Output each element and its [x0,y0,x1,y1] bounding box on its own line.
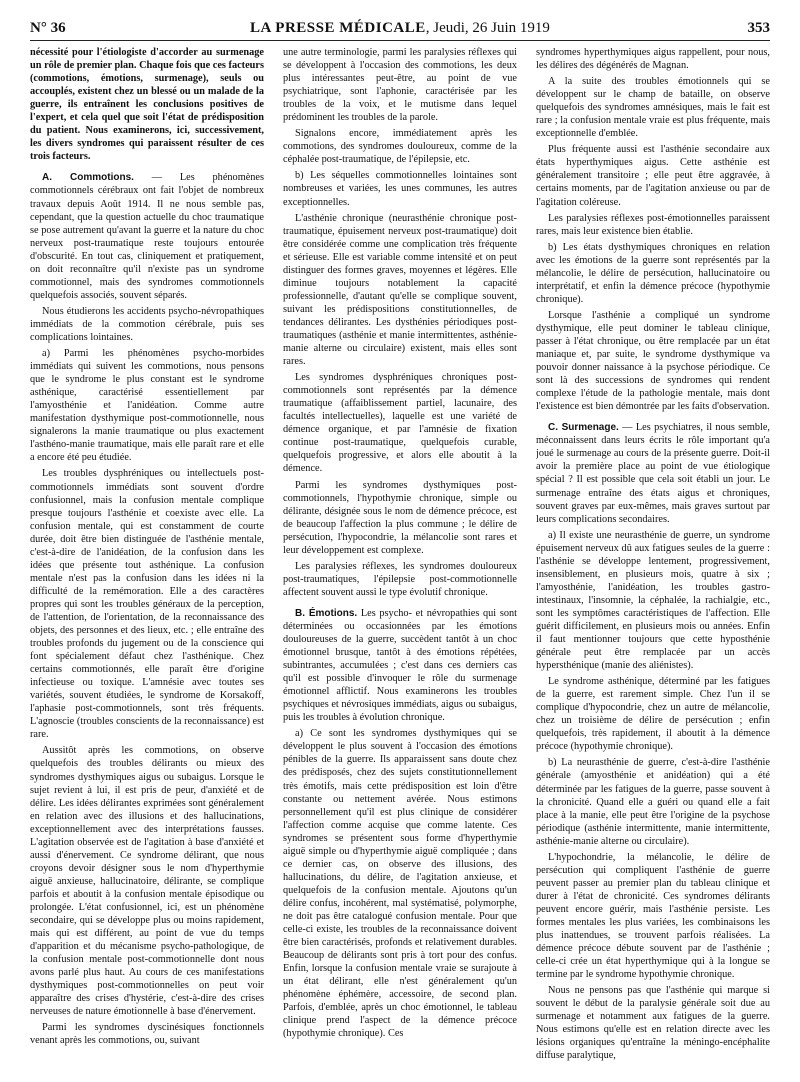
section-commotions [30,171,264,301]
paragraph: b) Les états dysthymiques chroniques en relation avec les émotions de la guerre sont représentés par la mélancolie, le délire de persécution, hallucinatoire ou interprétatif, et enfin la démence précoce (hypothymie chronique). [536,241,770,305]
paragraph: Les paralysies réflexes, les syndromes douloureux post-traumatiques, l'épilepsie post-commotionnelle affectent souvent aussi le type évolutif chronique. [283,560,517,598]
paragraph: une autre terminologie, parmi les paralysies réflexes qui se développent à l'occasion des commotions, les deux plus intéressantes peut-être, au point de vue psychiatrique, sont l'aphonie, caractérisée par les troubles de la voix, et le mutisme dans lequel prédominent les troubles de la parole. [283,47,517,124]
column-middle [283,46,517,1076]
section-title: B. Émotions. [295,607,358,619]
paragraph: Parmi les syndromes dyscinésiques fonctionnels venant après les commotions, ou, suivant [30,1022,264,1047]
paragraph: b) Les séquelles commotionnelles lointaines sont nombreuses et variées, les unes communes, les autres exceptionnelles. [283,170,517,208]
paragraph: Les syndromes dysphréniques chroniques post-commotionnels sont représentés par la démence traumatique (affaiblissement partiel, lacunaire, des facultés intellectuelles), laquelle est une variété de démence organique, et par l'amnésie de fixation continue post-traumatique, quelquefois curable, quelquefois progressive, et alors elle aboutit à la démence. [283,372,517,475]
paragraph: Nous étudierons les accidents psycho-névropathiques immédiats de la commotion cérébrale, puis ses complications lointaines. [30,305,264,343]
paragraph: Signalons encore, immédiatement après les commotions, des syndromes douloureux, comme de la céphalée post-traumatique, de l'épilepsie, etc. [283,128,517,166]
header-rule [30,40,770,41]
paragraph: nécessité pour l'étiologiste d'accorder au surmenage un rôle de premier plan. Chaque fois que ces facteurs (commotions, émotions, surmenage), seuls ou accouplés, existent chez un blessé ou un malade de la guerre, ils entraînent les conclusions positives de l'expert, et cela quel que soit l'état de prédisposition du patient. Nous examinerons, ici, successivement, les divers syndromes qui paraissent résulter de ces trois facteurs. [30,47,264,163]
paragraph: Lorsque l'asthénie a compliqué un syndrome dysthymique, elle peut dominer le tableau clinique, passer à l'état chronique, ou être remplacée par un état maniaque et, par suite, le syndrome dysthymique va pouvoir donner naissance à la psychose périodique. Ce sont là des successions de syndromes qui rendent complexe l'étude de la pathologie mentale, mais dont l'existence est bien démontrée par les faits d'observation. [536,309,770,413]
paragraph: b) La neurasthénie de guerre, c'est-à-dire l'asthénie générale (amyosthénie et anidéation) qui a été déterminée par les fatigues de la guerre, passe souvent à la chronicité. Quand elle a guéri ou quand elle a fait place à la manie, elle peut être l'origine de la psychose périodique (asthénie intermittente, manie intermittente, asthénie-manie alterne ou circulaire). [536,757,770,847]
paragraph: a) Ce sont les syndromes dysthymiques qui se développent le plus souvent à l'occasion des émotions pénibles de la guerre. Ils apparaissent sans doute chez des prédisposés, chez des sujets constitutionnellement très émotifs, mais cette prédisposition est loin d'être constante ou nettement avérée. Nous estimons personnellement qu'il est plus clinique de considérer l'affection comme acquise que comme latente. Ces syndromes se présentent sous forme d'hyperthymie aiguë simple ou d'hyperthymie aiguë compliquée ; dans ce dernier cas, on observe des illusions, des hallucinations, du délire, de l'agitation anxieuse, et quelquefois de la confusion mentale. Ajoutons qu'un délire confus, incohérent, mal systématisé, polymorphe, ne doit pas être catalogué confusion mentale. Pour que celle-ci existe, les troubles de la reconnaissance doivent être bien caractérisés, profonds et relativement durables. Beaucoup de délirants sont pris à tort pour des confus. Enfin, lorsque la confusion mentale vraie se surajoute à un état délirant, elle n'est généralement qu'un phénomène éphémère, accessoire, de second plan. Parfois, d'emblée, après un choc émotionnel, le tableau clinique prend l'aspect de la démence précoce (hypothymie chronique). Ces [283,728,517,1040]
section-text: Les psycho- et névropathies qui sont déterminées ou occasionnées par les émotions douloureuses de la guerre, succèdent tantôt à un choc émotionnel brusque, tantôt à des émotions répétées, subintrantes, accumulées ; c'est dans ces derniers cas qu'il est possible d'invoquer le rôle du surmenage émotionnel afflictif. Nous examinerons les troubles psychiques et névrosiques immédiats, aigus ou subaigus, puis les troubles à évolution chronique. [283,607,517,724]
paragraph: L'asthénie chronique (neurasthénie chronique post-traumatique, épuisement nerveux post-traumatique) doit être considérée comme une complication très fréquente et sérieuse. Elle est variable comme intensité et on peut distinguer des formes graves, moyennes et légères. Elle diminue toujours notablement la capacité professionnelle, d'autant qu'elle se complique souvent, suivant les prédispositions constitutionnelles, de tendances délirantes. Les dysthénies périodiques post-traumatiques (asthénie et manie intermittentes, asthénie-manie alterne ou circulaire) existent, mais elles sont rares. [283,212,517,368]
paragraph: Aussitôt après les commotions, on observe quelquefois des troubles délirants ou mieux des syndromes dysthymiques aigus ou subaigus. Lorsque le sujet revient à lui, il est pris de peur, d'anxiété et de délire. Les idées délirantes exprimées sont généralement en relation avec des illusions et des hallucinations, exceptionnellement avec des interprétations fausses. L'agitation observée est de l'agitation à base d'anxiété et aussi d'énervement. Ce syndrome délirant, que nous croyons devoir désigner sous le nom d'hyperthymie aiguë anxieuse, hallucinatoire, délirante, se complique parfois et aboutit à la confusion mentale épisodique ou prolongée. L'état confusionnel, ici, est un phénomène secondaire, qui se développe plus ou moins rapidement, mais qui est différent, au point de vue du temps d'apparition et du mécanisme psycho-pathologique, de la confusion mentale post-commotionnelle dont nous avons parlé plus haut. Au cours de ces manifestations dysthymiques post-commotionnelles on peut voir apparaître des crises d'hystérie, c'est-à-dire des crises nerveuses de nature émotionnelle à base d'énervement. [30,745,264,1018]
paragraph: Parmi les syndromes dysthymiques post-commotionnels, l'hypothymie chronique, simple ou délirante, désignée sous le nom de démence précoce, est de beaucoup l'affection la plus commune ; le délire de persécution, l'hypocondrie, la mélancolie sont rares et leur développement est complexe. [283,479,517,556]
page-number: 353 [747,20,770,36]
column-right [536,46,770,1076]
paragraph: Plus fréquente aussi est l'asthénie secondaire aux états hyperthymiques aigus. Cette asthénie est généralement transitoire ; elle peut être aggravée, à certains moments, par de l'agitation anxieuse ou par de l'agitation coléreuse. [536,144,770,208]
issue-number: N° 36 [30,20,66,36]
paragraph: syndromes hyperthymiques aigus rappellent, pour nous, les délires des dégénérés de Magnan. [536,47,770,72]
running-title [30,20,770,37]
publication-name: LA PRESSE MÉDICALE [250,20,426,36]
section-title: C. Surmenage. [548,422,619,434]
section-text: — Les psychiatres, il nous semble, méconnaissent dans leurs écrits le rôle important qu'a joué le surmenage au cours de la présente guerre. Doit-il avoir la première place au point de vue étiologique spécial ? Il est possible que cela soit établi un jour. Le surmenage entraîne des états aigus et chroniques, souvent graves par eux-mêmes, mais graves surtout par leurs complications secondaires. [536,422,770,525]
section-emotions [283,607,517,724]
issue-date: , Jeudi, 26 Juin 1919 [425,20,550,36]
paragraph: A la suite des troubles émotionnels qui se développent sur le champ de bataille, on observe quelquefois des syndromes amnésiques, mais le fait est rare ; la confusion mentale vraie est plus fréquente, mais exceptionnelle d'emblée. [536,76,770,140]
paragraph: Le syndrome asthénique, déterminé par les fatigues de la guerre, est rarement simple. Chez l'un il se complique d'hypocondrie, chez un autre de mélancolie, chez un troisième de délire de persécution ; enfin quelquefois, très rapidement, il aboutit à la démence précoce (hypothymie chronique). [536,676,770,753]
paragraph: L'hypochondrie, la mélancolie, le délire de persécution qui compliquent l'asthénie de guerre peuvent passer au premier plan du tableau clinique et durer à l'état de chronicité. Ces syndromes délirants peuvent encore guérir, mais l'asthénie persiste. Les formes mentales les plus variées, les combinaisons les plus inattendues, se trouvent parfois réalisées. La démence précoce débute souvent par de l'asthénie ; celle-ci crée un état hyperthymique qui à la longue se termine par le syndrome hypothymie chronique. [536,851,770,981]
paragraph: Les troubles dysphréniques ou intellectuels post-commotionnels immédiats sont souvent d'ordre confusionnel, mais la confusion mentale complique presque toujours l'asthénie et coexiste avec elle. La confusion mentale, qui est constamment de courte durée, doit être bien distinguée de l'asthénie mentale, c'est-à-dire de l'anidéation, de la confusion dans les idées que présente tout asthénique. La confusion mentale n'est pas la confusion dans les idées ni la difficulté de la remémoration. Elle a des caractères propres qui sont les troubles généraux de la perception, de l'attention, de l'orientation, de la reconnaissance des objets, des personnes et des lieux, etc. ; elle entraîne des troubles profonds du jugement ou de la conscience qui font spécialement défaut chez l'asthénique. Chez certains commotionnés, elle paraît être d'origine infectieuse ou toxique. L'amnésie avec toutes ses variétés, souvent étudiées, le syndrome de Korsakoff, l'aphasie post-commotionnels, sont très fréquents. L'agnoscie (troubles conscients de la reconnaissance) est rare. [30,468,264,741]
paragraph: Nous ne pensons pas que l'asthénie qui marque si souvent le début de la paralysie générale soit due au surmenage et notamment aux fatigues de la guerre. Nous estimons qu'elle est en relation directe avec les lésions organiques qu'entraîne la méningo-encéphalite diffuse paralytique, [536,985,770,1062]
paragraph: Les paralysies réflexes post-émotionnelles paraissent rares, mais leur existence bien établie. [536,212,770,237]
column-left [30,46,264,1076]
page-header [30,18,770,40]
section-text: — Les phénomènes commotionnels cérébraux ont fait l'objet de nombreux travaux depuis Août 1914. Il ne nous semble pas, cependant, que la question actuelle du choc traumatique se pose autrement qu'avant la guerre et la nature du choc nerveux post-traumatique reste toujours entourée d'obscurité. En tout cas, cliniquement et pratiquement, on doit reconnaître qu'il n'existe pas un syndrome commotionnel, mais des syndromes commotionnels quelquefois associés, souvent séparés. [30,172,264,301]
paragraph: a) Il existe une neurasthénie de guerre, un syndrome épuisement nerveux dû aux fatigues seules de la guerre : l'asthénie se développe lentement, progressivement, insensiblement, en plusieurs mois, quatre à six ; l'amyosthénie, l'anidéation, les troubles gastro-intestinaux, l'insomnie, la céphalée, la rachialgie, etc., sont les symptômes caractéristiques de l'affection. Elle guérit difficilement, en plusieurs mois ou années. Enfin il faut mentionner toujours que cette hyposthénie générale peut être remplacée par un accès hypersthénique (manie des aliénistes). [536,529,770,672]
section-title: A. Commotions. [42,172,134,184]
paragraph: a) Parmi les phénomènes psycho-morbides immédiats qui suivent les commotions, nous pensons que le syndrome le plus constant est le syndrome asthénique, caractérisé essentiellement par l'amyosthénie et l'anidéation. Comme autre manifestation dysthymique post-commotionnelle, nous signalerons la manie traumatique ou plus exactement l'asthéno-manie traumatique, mais elle paraît rare et elle a encore été peu étudiée. [30,348,264,464]
section-surmenage [536,421,770,525]
